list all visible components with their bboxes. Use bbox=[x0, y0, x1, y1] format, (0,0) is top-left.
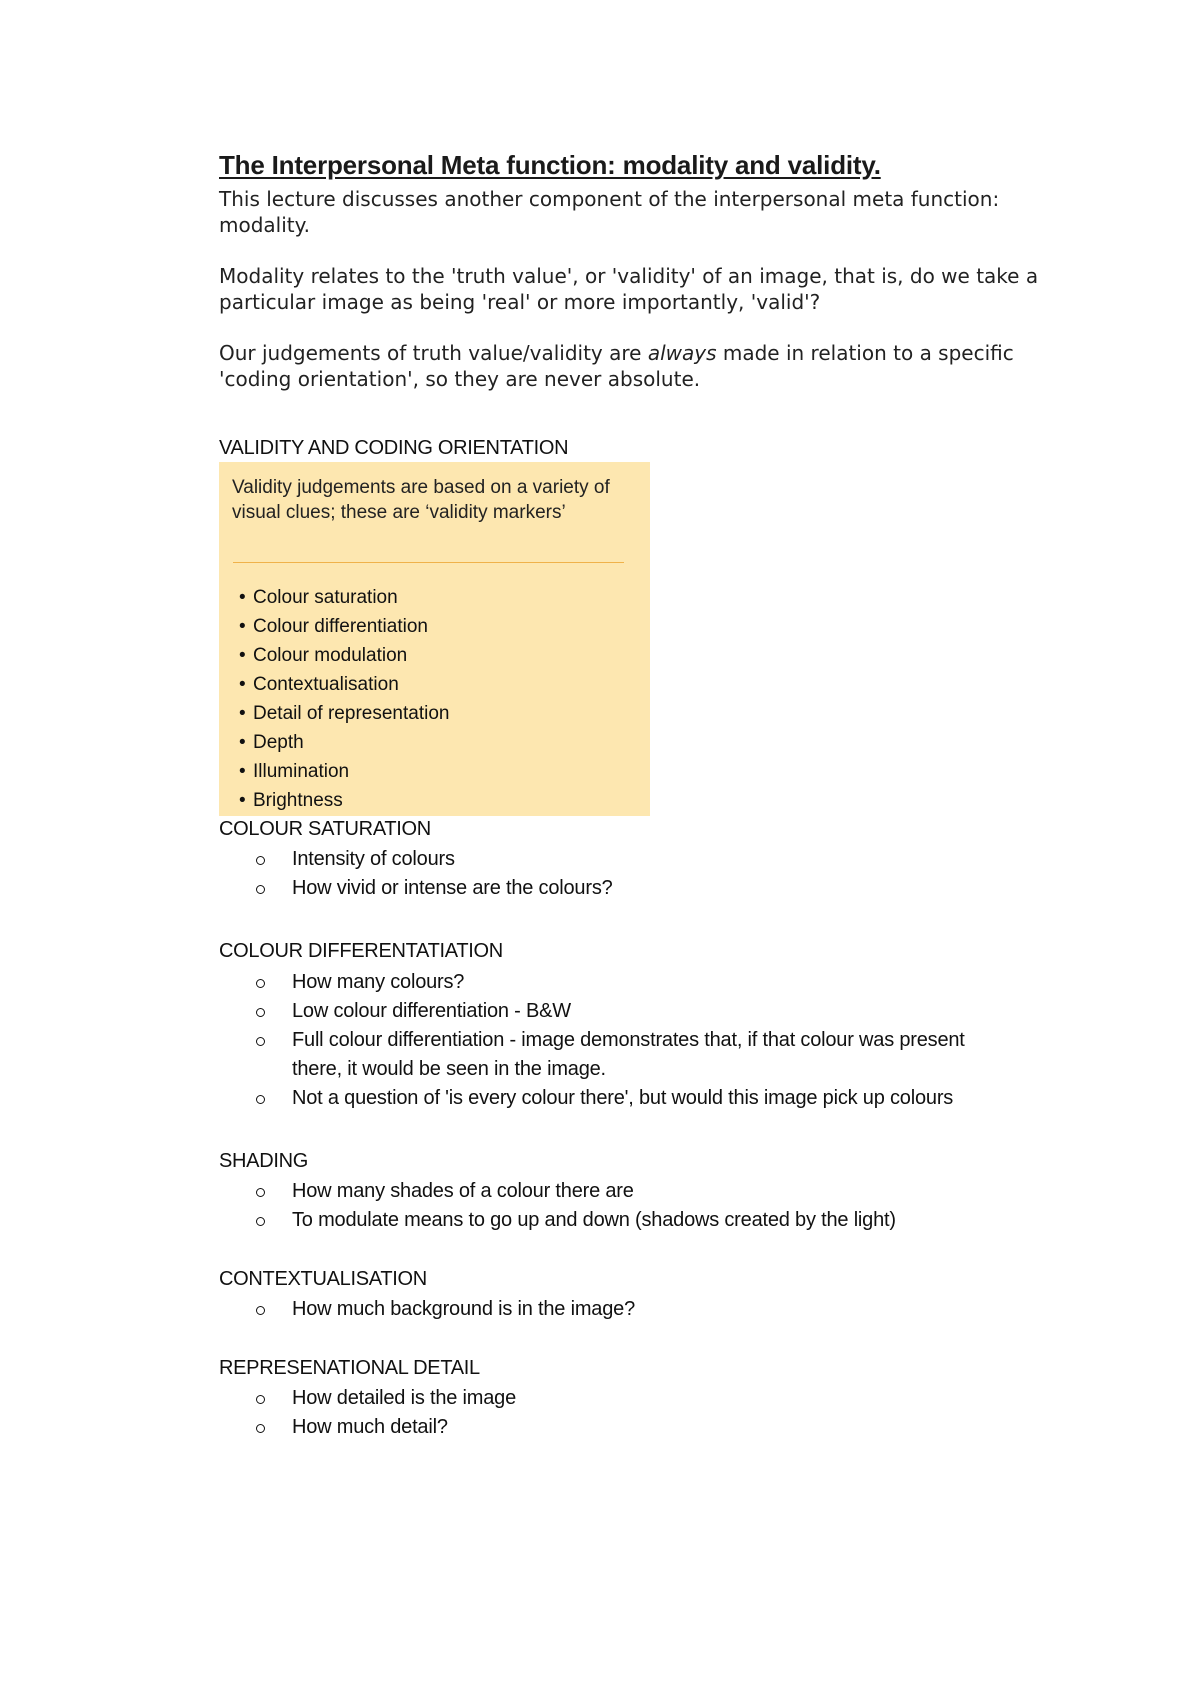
list-item: Intensity of colours bbox=[256, 845, 982, 874]
section-heading-detail: REPRESENATIONAL DETAIL bbox=[219, 1357, 480, 1379]
validity-markers-slide bbox=[219, 462, 650, 816]
differentiation-list bbox=[256, 968, 982, 1113]
circle-bullet-icon bbox=[256, 1188, 265, 1197]
bullet-icon: • bbox=[239, 616, 246, 637]
circle-bullet-icon bbox=[256, 1037, 265, 1046]
circle-bullet-icon bbox=[256, 1395, 265, 1404]
section-heading-differentiation: COLOUR DIFFERENTATIATION bbox=[219, 940, 503, 962]
list-item: • Colour modulation bbox=[239, 641, 449, 670]
list-item: • Colour saturation bbox=[239, 583, 449, 612]
saturation-list bbox=[256, 845, 982, 903]
slide-divider bbox=[233, 562, 624, 563]
list-item: How many colours? bbox=[256, 968, 982, 997]
list-item: To modulate means to go up and down (shadows created by the light) bbox=[256, 1206, 982, 1235]
circle-bullet-icon bbox=[256, 1424, 265, 1433]
list-item: Low colour differentiation - B&W bbox=[256, 997, 982, 1026]
list-item: • Detail of representation bbox=[239, 699, 449, 728]
intro-paragraph: This lecture discusses another component of the interpersonal meta function: modality. bbox=[219, 187, 1000, 237]
circle-bullet-icon bbox=[256, 1306, 265, 1315]
list-item: • Brightness bbox=[239, 786, 449, 815]
bullet-icon: • bbox=[239, 703, 246, 724]
judgement-paragraph bbox=[219, 340, 1069, 392]
shading-list bbox=[256, 1177, 982, 1235]
circle-bullet-icon bbox=[256, 1217, 265, 1226]
list-item: • Colour differentiation bbox=[239, 612, 449, 641]
list-item: • Contextualisation bbox=[239, 670, 449, 699]
bullet-icon: • bbox=[239, 790, 246, 811]
list-item: • Depth bbox=[239, 728, 449, 757]
bullet-icon: • bbox=[239, 732, 246, 753]
circle-bullet-icon bbox=[256, 1095, 265, 1104]
section-heading-saturation: COLOUR SATURATION bbox=[219, 818, 431, 840]
judgement-emphasis: always bbox=[647, 341, 717, 365]
list-item: Not a question of 'is every colour there', but would this image pick up colours bbox=[256, 1084, 982, 1113]
validity-markers-list bbox=[239, 583, 449, 815]
contextualisation-list bbox=[256, 1295, 982, 1324]
bullet-icon: • bbox=[239, 587, 246, 608]
section-heading-shading: SHADING bbox=[219, 1150, 309, 1172]
list-item: How vivid or intense are the colours? bbox=[256, 874, 982, 903]
list-item: • Illumination bbox=[239, 757, 449, 786]
validity-heading: VALIDITY AND CODING ORIENTATION bbox=[219, 437, 569, 459]
modality-paragraph: Modality relates to the 'truth value', or 'validity' of an image, that is, do we take a particular image as being 'real' or more importantly, 'valid'? bbox=[219, 264, 1039, 314]
circle-bullet-icon bbox=[256, 979, 265, 988]
circle-bullet-icon bbox=[256, 885, 265, 894]
bullet-icon: • bbox=[239, 674, 246, 695]
detail-list bbox=[256, 1384, 982, 1442]
bullet-icon: • bbox=[239, 645, 246, 666]
circle-bullet-icon bbox=[256, 1008, 265, 1017]
list-item: How much detail? bbox=[256, 1413, 982, 1442]
list-item: How much background is in the image? bbox=[256, 1295, 982, 1324]
document-title: The Interpersonal Meta function: modality and validity. bbox=[219, 150, 881, 180]
section-heading-contextualisation: CONTEXTUALISATION bbox=[219, 1268, 427, 1290]
list-item: How many shades of a colour there are bbox=[256, 1177, 982, 1206]
bullet-icon: • bbox=[239, 761, 246, 782]
slide-intro-text: Validity judgements are based on a variety of visual clues; these are ‘validity markers’ bbox=[232, 477, 610, 523]
circle-bullet-icon bbox=[256, 856, 265, 865]
judgement-text-after: made in relation to a specific 'coding orientation', so they are never absolute. bbox=[219, 341, 1014, 391]
judgement-text-before: Our judgements of truth value/validity are bbox=[219, 341, 648, 365]
list-item: Full colour differentiation - image demonstrates that, if that colour was present there, it would be seen in the image. bbox=[256, 1026, 982, 1084]
list-item: How detailed is the image bbox=[256, 1384, 982, 1413]
